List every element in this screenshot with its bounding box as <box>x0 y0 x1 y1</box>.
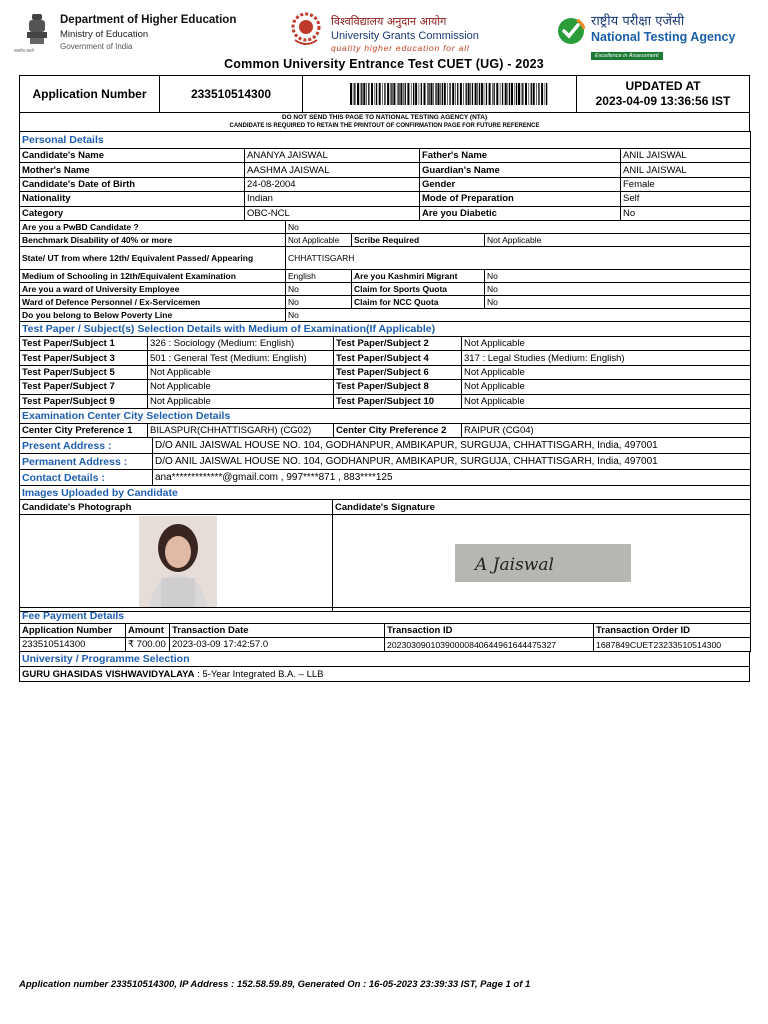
row-label: Are you Kashmiri Migrant <box>352 270 485 283</box>
university-selection-table <box>19 651 750 682</box>
row-label: Test Paper/Subject 4 <box>334 351 462 365</box>
ugc-logo-icon <box>287 10 325 50</box>
row-label: Test Paper/Subject 8 <box>334 380 462 394</box>
table-row <box>20 206 751 220</box>
column-header: Transaction ID <box>385 624 594 638</box>
row-value: Not Applicable <box>148 380 334 394</box>
ugc-name: University Grants Commission <box>331 30 479 42</box>
photo-label: Candidate's Photograph <box>20 500 333 515</box>
row-label: Test Paper/Subject 7 <box>20 380 148 394</box>
row-label: Category <box>20 206 245 220</box>
benchmark-value: Not Applicable <box>286 234 352 247</box>
row-value: ANIL JAISWAL <box>621 163 751 177</box>
application-number-label: Application Number <box>20 76 160 112</box>
row-label: Father's Name <box>420 149 621 163</box>
row-label: Gender <box>420 177 621 191</box>
present-address-value: D/O ANIL JAISWAL HOUSE NO. 104, GODHANPUR, AMBIKAPUR, SURGUJA, CHHATTISGARH, India, 497001 <box>153 438 751 454</box>
column-header: Amount <box>126 624 170 638</box>
nta-block <box>591 11 735 62</box>
candidate-photo <box>139 516 217 608</box>
fee-application-number: 233510514300 <box>20 638 126 652</box>
table-row <box>20 470 751 486</box>
row-label: Test Paper/Subject 10 <box>334 394 462 408</box>
application-number-bar <box>19 75 750 113</box>
barcode-icon <box>350 83 550 105</box>
fee-heading: Fee Payment Details <box>20 608 751 624</box>
row-label: Ward of Defence Personnel / Ex-Servicemen <box>20 296 286 309</box>
center-pref2-value: RAIPUR (CG04) <box>462 424 751 438</box>
pwbd-value: No <box>286 221 751 234</box>
row-value: Female <box>621 177 751 191</box>
table-row <box>20 163 751 177</box>
row-value: OBC-NCL <box>245 206 420 220</box>
ugc-tagline: quality higher education for all <box>331 43 470 53</box>
row-label: Guardian's Name <box>420 163 621 177</box>
row-value: 501 : General Test (Medium: English) <box>148 351 334 365</box>
row-label: Are you a ward of University Employee <box>20 283 286 296</box>
row-value: No <box>485 270 751 283</box>
bpl-value: No <box>286 309 751 322</box>
table-row <box>20 351 751 365</box>
table-row <box>20 454 751 470</box>
ugc-block <box>331 14 479 53</box>
table-row <box>20 270 751 283</box>
row-value: Not Applicable <box>462 337 751 351</box>
university-name: GURU GHASIDAS VISHWAVIDYALAYA <box>22 668 195 680</box>
additional-details-table <box>19 220 751 270</box>
fee-payment-table <box>19 607 751 652</box>
national-emblem-icon <box>24 12 50 52</box>
row-value: Not Applicable <box>462 365 751 379</box>
signature-label: Candidate's Signature <box>333 500 751 515</box>
row-value: 326 : Sociology (Medium: English) <box>148 337 334 351</box>
fee-amount: ₹ 700.00 <box>126 638 170 652</box>
state-label: State/ UT from where 12th/ Equivalent Passed/ Appearing <box>20 247 286 270</box>
pwbd-label: Are you a PwBD Candidate ? <box>20 221 286 234</box>
contact-details-value: ana*************@gmail.com , 997****871 , 883****125 <box>153 470 751 486</box>
table-row <box>20 234 751 247</box>
table-row <box>20 667 750 682</box>
table-row <box>20 394 751 408</box>
row-value: No <box>286 296 352 309</box>
notice-line-2: CANDIDATE IS REQUIRED TO RETAIN THE PRINTOUT OF CONFIRMATION PAGE FOR FUTURE REFERENCE <box>19 122 750 131</box>
row-label: Test Paper/Subject 9 <box>20 394 148 408</box>
personal-details-table <box>19 131 751 221</box>
university-row <box>20 667 750 682</box>
row-value: No <box>485 296 751 309</box>
table-header-row <box>20 624 751 638</box>
table-row <box>20 438 751 454</box>
table-row <box>20 638 751 652</box>
application-number-value: 233510514300 <box>160 76 303 112</box>
row-label: Test Paper/Subject 2 <box>334 337 462 351</box>
row-value: ANANYA JAISWAL <box>245 149 420 163</box>
table-row <box>20 365 751 379</box>
table-row <box>20 247 751 270</box>
emblem-caption: सत्यमेव जयते <box>14 48 34 53</box>
row-label: Test Paper/Subject 6 <box>334 365 462 379</box>
row-value: No <box>621 206 751 220</box>
page-header <box>0 0 768 59</box>
column-header: Transaction Date <box>170 624 385 638</box>
row-value: Not Applicable <box>462 380 751 394</box>
programme-name: : 5-Year Integrated B.A. – LLB <box>194 668 324 680</box>
row-value: No <box>286 283 352 296</box>
center-pref1-value: BILASPUR(CHHATTISGARH) (CG02) <box>148 424 334 438</box>
nta-check-logo-icon <box>557 17 585 45</box>
row-value: 317 : Legal Studies (Medium: English) <box>462 351 751 365</box>
table-row <box>20 221 751 234</box>
photo-cell <box>20 515 333 612</box>
state-value: CHHATTISGARH <box>286 247 751 270</box>
university-heading: University / Programme Selection <box>20 652 750 667</box>
fee-transaction-date: 2023-03-09 17:42:57.0 <box>170 638 385 652</box>
address-table <box>19 437 751 486</box>
permanent-address-label: Permanent Address : <box>20 454 153 470</box>
present-address-label: Present Address : <box>20 438 153 454</box>
row-label: Are you Diabetic <box>420 206 621 220</box>
row-label: Test Paper/Subject 1 <box>20 337 148 351</box>
column-header: Application Number <box>20 624 126 638</box>
table-row <box>20 424 751 438</box>
signature-cell <box>333 515 751 612</box>
bpl-label: Do you belong to Below Poverty Line <box>20 309 286 322</box>
table-row <box>20 192 751 206</box>
row-label: Candidate's Name <box>20 149 245 163</box>
updated-at-value: 2023-04-09 13:36:56 IST <box>595 94 731 108</box>
updated-at-label: UPDATED AT <box>625 79 701 93</box>
notice-line-1: DO NOT SEND THIS PAGE TO NATIONAL TESTING AGENCY (NTA) <box>19 113 750 122</box>
signature-text: A Jaiswal <box>475 554 554 575</box>
nta-name: National Testing Agency <box>591 30 736 44</box>
row-label: Nationality <box>20 192 245 206</box>
scribe-value: Not Applicable <box>485 234 751 247</box>
row-value: Self <box>621 192 751 206</box>
dept-ministry: Ministry of Education <box>60 29 149 40</box>
row-value: Not Applicable <box>148 365 334 379</box>
ugc-hindi: विश्वविद्यालय अनुदान आयोग <box>331 15 447 28</box>
row-label: Medium of Schooling in 12th/Equivalent Examination <box>20 270 286 283</box>
medium-details-table <box>19 269 751 322</box>
row-value: Not Applicable <box>148 394 334 408</box>
center-heading: Examination Center City Selection Details <box>20 409 751 424</box>
row-value: AASHMA JAISWAL <box>245 163 420 177</box>
row-value: Not Applicable <box>462 394 751 408</box>
row-label: Claim for NCC Quota <box>352 296 485 309</box>
dept-gov: Government of India <box>60 42 133 51</box>
fee-transaction-id: 202303090103900008406449616444753​27 <box>385 638 594 652</box>
table-row <box>20 380 751 394</box>
row-label: Candidate's Date of Birth <box>20 177 245 191</box>
images-table <box>19 485 751 612</box>
subject-selection-table <box>19 321 751 409</box>
row-value: No <box>485 283 751 296</box>
updated-at-block <box>576 76 749 112</box>
row-label: Mode of Preparation <box>420 192 621 206</box>
row-label: Test Paper/Subject 5 <box>20 365 148 379</box>
table-row <box>20 296 751 309</box>
row-value: ANIL JAISWAL <box>621 149 751 163</box>
center-pref2-label: Center City Preference 2 <box>334 424 462 438</box>
personal-details-heading: Personal Details <box>20 132 751 149</box>
benchmark-label: Benchmark Disability of 40% or more <box>20 234 286 247</box>
table-row <box>20 337 751 351</box>
contact-details-label: Contact Details : <box>20 470 153 486</box>
row-label: Test Paper/Subject 3 <box>20 351 148 365</box>
center-selection-table <box>19 408 751 438</box>
images-heading: Images Uploaded by Candidate <box>20 486 751 500</box>
row-value: 24-08-2004 <box>245 177 420 191</box>
permanent-address-value: D/O ANIL JAISWAL HOUSE NO. 104, GODHANPUR, AMBIKAPUR, SURGUJA, CHHATTISGARH, India, 497001 <box>153 454 751 470</box>
page-footer: Application number 233510514300, IP Address : 152.58.59.89, Generated On : 16-05-2023 23:39:33 IST, Page 1 of 1 <box>19 979 531 990</box>
nta-tagline: Excellence in Assessment <box>591 52 663 60</box>
row-label: Claim for Sports Quota <box>352 283 485 296</box>
candidate-signature <box>455 544 631 582</box>
scribe-label: Scribe Required <box>352 234 485 247</box>
column-header: Transaction Order ID <box>594 624 751 638</box>
page-title: Common University Entrance Test CUET (UG) - 2023 <box>224 57 544 71</box>
fee-transaction-order-id: 1687849CUET23233510514300 <box>594 638 751 652</box>
center-pref1-label: Center City Preference 1 <box>20 424 148 438</box>
dept-title: Department of Higher Education <box>60 14 237 26</box>
table-row <box>20 149 751 163</box>
subjects-heading: Test Paper / Subject(s) Selection Details with Medium of Examination(If Applicable) <box>20 322 751 337</box>
row-value: English <box>286 270 352 283</box>
nta-hindi: राष्ट्रीय परीक्षा एजेंसी <box>591 14 685 29</box>
row-label: Mother's Name <box>20 163 245 177</box>
table-row <box>20 283 751 296</box>
row-value: Indian <box>245 192 420 206</box>
dept-block <box>60 14 236 51</box>
table-row <box>20 309 751 322</box>
table-row <box>20 177 751 191</box>
